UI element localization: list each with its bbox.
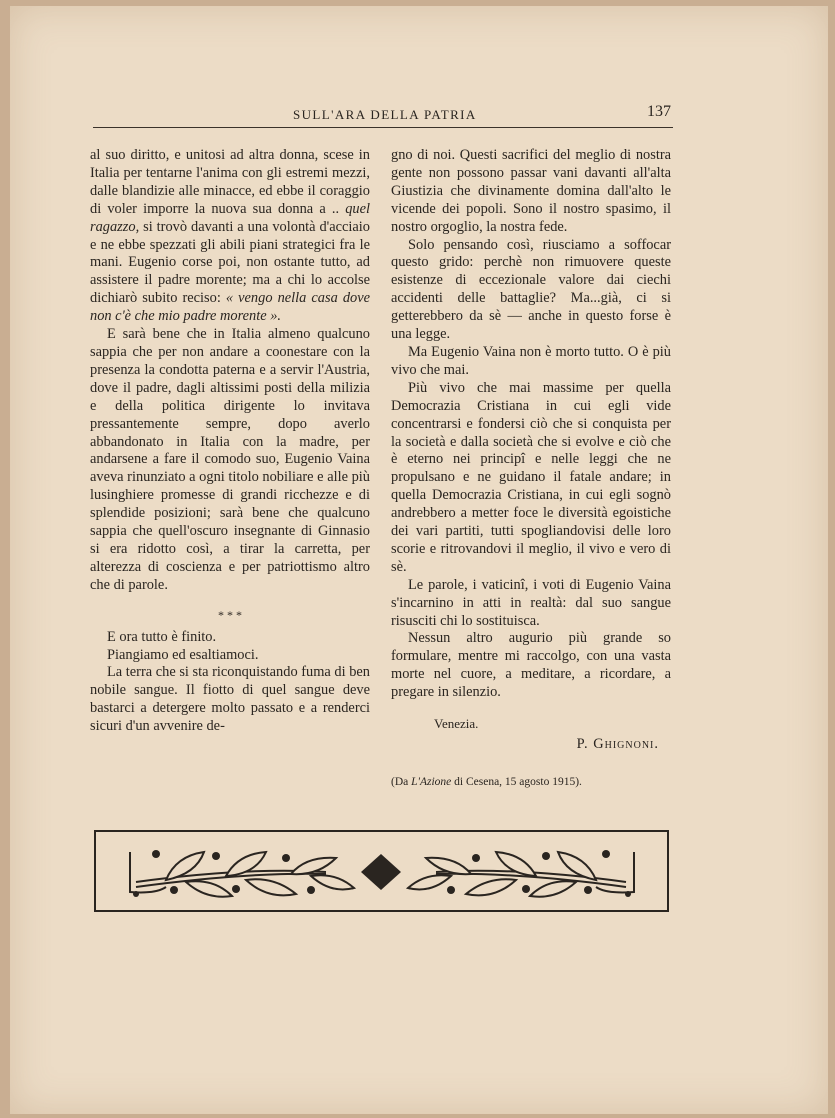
- paragraph: Piangiamo ed esaltiamoci.: [107, 646, 259, 663]
- left-column: [90, 147, 370, 736]
- italic-text: quel ragazzo,: [90, 200, 370, 235]
- page-header: [93, 103, 673, 128]
- paragraph: [90, 147, 370, 326]
- paragraph: E sarà bene che in Italia almeno qualcuno sappia che per non andare a coonestare con la presenza la condotta paterna e a servir l'Austria, dove il padre, dagli altissimi posti della milizia e della politica dirigente lo invitava pressantemente sempre, dopo averlo abbandonato in Italia con la madre, per andarsene a fare il comodo suo, Eugenio Vaina aveva rinunziato a ogni titolo nobiliare e alle più lusinghiere promesse di grandi ricchezze e di splendide posizioni; sarà bene che qualcuno sappia che quell'oscuro insegnante di Ginnasio si era ridotto così, a tirar la carretta, per alterezza di coscienza e per patriottismo altro che di parole.: [90, 326, 370, 593]
- asterism: * * *: [218, 607, 242, 622]
- text-run: di Cesena, 15 agosto 1915).: [451, 775, 582, 788]
- paragraph: gno di noi. Questi sacrifici del meglio di nostra gente non possono passar vani davanti all'alta Giustizia che divinamente domina dall'alto le vicende dei popoli. Sono il nostro spasimo, il nostro orgoglio, la nostra fede.: [391, 147, 671, 235]
- page-number: 137: [647, 103, 671, 120]
- italic-quote: « vengo nella casa dove non c'è che mio padre morente ».: [90, 290, 371, 325]
- right-column: [391, 147, 671, 792]
- text-run: al suo diritto, e unitosi ad altra donna, scese in Italia per tentarne l'anima con gli estremi mezzi, dalle blandizie alle minacce, ed ebbe il coraggio di voler imporre la nuova sua donna a ..: [90, 147, 370, 217]
- paragraph: Più vivo che mai massime per quella Democrazia Cristiana in cui egli vide concentrarsi e fondersi ciò che si conquista per la società e dalla società che si evolve e ciò che è eterno nei principî e nelle leggi che ne propulsano e ne guidano il fatale andare; in quella Democrazia Cristiana, in cui egli sognò andrebbero a metter foce le diversità egoistiche dei vari partiti, tutti spogliandovisi delle loro scorie e ritrovandovi il meglio, il vivo e vero di sè.: [391, 379, 671, 575]
- laurel-garland-icon: [96, 832, 667, 910]
- paragraph: La terra che si sta riconquistando fuma di ben nobile sangue. Il fiotto di quel sangue deve bastarci a detergere molto passato e a renderci sicuri d'un avvenire de-: [90, 664, 370, 735]
- paragraph: E ora tutto è finito.: [107, 628, 217, 645]
- italic-text: L'Azione: [411, 775, 452, 788]
- paragraph: Le parole, i vaticinî, i voti di Eugenio Vaina s'incarnino in atti in realtà: dal suo sangue risusciti chi lo sostituisca.: [391, 576, 671, 629]
- place-line: Venezia.: [434, 716, 479, 732]
- author-signature: P. Ghignoni.: [576, 736, 659, 752]
- source-note: [391, 774, 671, 792]
- text-run: si trovò davanti a una volontà d'acciaio e ne ebbe spezzati gli abili piani strategici fra le mani. Eugenio corse poi, non ostante tutto, ad assistere il padre morente; ma a chi lo accolse dichiarò subito reciso:: [90, 218, 370, 307]
- laurel-garland-ornament-icon: [94, 830, 669, 912]
- paragraph: Solo pensando così, riusciamo a soffocar questo grido: perchè non rimuovere queste esistenze di eccezionale valore dai ciechi accidenti delle battaglie? Ma...già, ci si getterebbero da sè — anche in questo forse è una legge.: [391, 236, 671, 343]
- paragraph: Ma Eugenio Vaina non è morto tutto. O è più vivo che mai.: [391, 343, 671, 378]
- text-run: (Da: [391, 775, 412, 788]
- running-title: SULL'ARA DELLA PATRIA: [293, 107, 477, 122]
- paragraph: Nessun altro augurio più grande so formulare, mentre mi raccolgo, con una vasta morte nel cuore, a meditare, a ricordare, a pregare in silenzio.: [391, 630, 671, 701]
